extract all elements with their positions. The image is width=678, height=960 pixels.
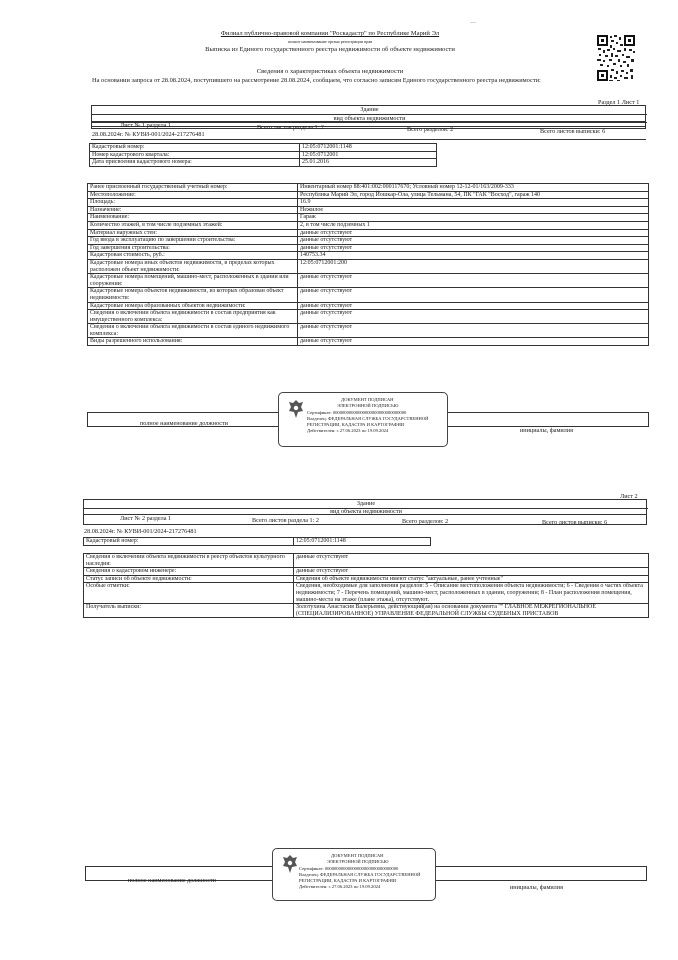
table-row bbox=[84, 554, 649, 568]
section-title: Сведения о характеристиках объекта недвижимости bbox=[256, 68, 404, 75]
table-row bbox=[88, 214, 649, 222]
org-name: Филиал публично-правовой компании "Роскадастр" по Республике Марий Эл bbox=[220, 30, 440, 37]
table-row bbox=[88, 221, 649, 229]
doc-title: Выписка из Единого государственного реестра недвижимости об объекте недвижимости bbox=[205, 46, 455, 53]
sheet2-mark: Лист 2 bbox=[620, 493, 638, 500]
field-value: данные отсутствуют bbox=[298, 244, 649, 252]
field-label: Виды разрешенного использования: bbox=[88, 338, 298, 346]
table-row bbox=[90, 144, 437, 152]
field-label: Площадь: bbox=[88, 199, 298, 207]
stamp-subtitle-2: ЭЛЕКТРОННОЙ ПОДПИСЬЮ bbox=[327, 859, 389, 864]
field-label: Назначение: bbox=[88, 206, 298, 214]
field-value: данные отсутствуют bbox=[298, 302, 649, 310]
position-label: полное наименование должности bbox=[140, 420, 228, 427]
sheet2-pages-total: Всего листов раздела 1: 2 bbox=[252, 517, 319, 524]
sections-total: Всего разделов: 2 bbox=[407, 126, 454, 133]
cadastral-table-2 bbox=[83, 537, 431, 546]
field-value: 16.9 bbox=[298, 199, 649, 207]
stamp-validity-2: Действителен: с 27.06.2023 по 19.09.2024 bbox=[299, 884, 381, 889]
table-row bbox=[88, 338, 649, 346]
table-row bbox=[88, 259, 649, 273]
field-label: Количество этажей, в том числе подземных этажей: bbox=[88, 221, 298, 229]
stamp-validity: Действителен: с 27.06.2023 по 19.09.2024 bbox=[307, 428, 389, 433]
field-value: 12:05:0712001:1148 bbox=[300, 144, 437, 152]
table-row bbox=[88, 324, 649, 338]
field-value: Нежилое bbox=[298, 206, 649, 214]
field-label: Особые отметки: bbox=[84, 583, 294, 604]
cadastral-table bbox=[89, 143, 437, 167]
name-label: инициалы, фамилия bbox=[520, 427, 573, 434]
stamp-subtitle: ЭЛЕКТРОННОЙ ПОДПИСЬЮ bbox=[337, 403, 399, 408]
field-value: 2, в том числе подземных 1 bbox=[298, 221, 649, 229]
field-value: Республика Марий Эл, город Йошкар-Ола, улица Тельмана, 54, ПК "ГАК "Восход", гараж 140 bbox=[298, 191, 649, 199]
field-value: данные отсутствуют bbox=[298, 274, 649, 288]
field-label: Местоположение: bbox=[88, 191, 298, 199]
field-value: Гараж bbox=[298, 214, 649, 222]
e-signature-stamp-2 bbox=[272, 848, 436, 901]
field-label: Кадастровый номер: bbox=[90, 144, 300, 152]
sheet2-sections-total: Всего разделов: 2 bbox=[402, 518, 449, 525]
field-value: 12:05:0712001 bbox=[300, 151, 437, 159]
field-value: Золотухина Анастасия Валерьевна, действующий(ая) на основании документа "" ГЛАВНОЕ МЕЖРЕГИОНАЛЬНОЕ (СПЕЦИАЛИЗИРОВАННОЕ) УПРАВЛЕНИЕ ФЕДЕРАЛЬНОЙ СЛУЖБЫ СУДЕБНЫХ ПРИСТАВОВ bbox=[294, 604, 649, 618]
divider bbox=[91, 139, 646, 140]
table-row bbox=[84, 604, 649, 618]
table-row bbox=[84, 575, 649, 583]
table-row bbox=[88, 252, 649, 260]
stamp-owner-2: Владелец: ФЕДЕРАЛЬНАЯ СЛУЖБА ГОСУДАРСТВЕННОЙ bbox=[299, 872, 421, 877]
field-value: Сведения, необходимые для заполнения разделов: 5 - Описание местоположения объекта недвижимости; 6 - Сведения о частях объекта недвижимости; 7 - Перечень помещений, машино-мест, расположенных в здании, сооружении; 8 - План расположения помещения, машино-места на этаже (плане этажа), отсутствуют. bbox=[294, 583, 649, 604]
field-value: данные отсутствуют bbox=[294, 554, 649, 568]
org-sub: полное наименование органа регистрации прав bbox=[287, 39, 373, 44]
field-label: Год завершения строительства: bbox=[88, 244, 298, 252]
field-label: Сведения о включении объекта недвижимости в состав предприятия как имущественного комплекса: bbox=[88, 310, 298, 324]
stamp-owner-2: РЕГИСТРАЦИИ, КАДАСТРА И КАРТОГРАФИИ bbox=[307, 422, 405, 427]
stamp-title: ДОКУМЕНТ ПОДПИСАН bbox=[341, 397, 394, 402]
field-label: Сведения о включении объекта недвижимости в реестр объектов культурного наследия: bbox=[84, 554, 294, 568]
stamp-owner: Владелец: ФЕДЕРАЛЬНАЯ СЛУЖБА ГОСУДАРСТВЕННОЙ bbox=[307, 416, 429, 421]
table-row bbox=[84, 538, 431, 546]
field-label: Дата присвоения кадастрового номера: bbox=[90, 159, 300, 167]
field-label: Кадастровая стоимость, руб.: bbox=[88, 252, 298, 260]
characteristics-table bbox=[87, 183, 649, 346]
field-value: 12:05:0712001:1148 bbox=[294, 538, 431, 546]
field-label: Кадастровые номера иных объектов недвижимости, в пределах которых расположен объект недвижимости: bbox=[88, 259, 298, 273]
sheets-total: Всего листов выписки: 6 bbox=[540, 128, 606, 135]
extract-number: 28.08.2024г. № КУВИ-001/2024-217276481 bbox=[92, 131, 205, 138]
field-value: 12:05:0712001:200 bbox=[298, 259, 649, 273]
intro-text: На основании запроса от 28.08.2024, поступившего на рассмотрение 28.08.2024, сообщаем, что согласно записям Единого государственного реестра недвижимости: bbox=[92, 77, 541, 84]
table-row bbox=[88, 206, 649, 214]
field-value: Инвентарный номер 88:401:002:000117670; Условный номер 12-12-01/163/2009-333 bbox=[298, 184, 649, 192]
table-row bbox=[88, 288, 649, 302]
object-type-2: Здание bbox=[356, 500, 376, 507]
field-label: Кадастровые номера помещений, машино-мест, расположенных в здании или сооружении: bbox=[88, 274, 298, 288]
field-label: Год ввода в эксплуатацию по завершении строительства: bbox=[88, 237, 298, 245]
table-row bbox=[88, 184, 649, 192]
field-value: данные отсутствуют bbox=[298, 324, 649, 338]
extract-number-2: 28.08.2024г. № КУВИ-001/2024-217276481 bbox=[84, 528, 197, 535]
field-label: Сведения о включении объекта недвижимости в состав единого недвижимого комплекса: bbox=[88, 324, 298, 338]
field-label: Кадастровые номера образованных объектов недвижимости: bbox=[88, 302, 298, 310]
object-type-caption: вид объекта недвижимости bbox=[333, 115, 406, 122]
field-label: Кадастровые номера объектов недвижимости, из которых образован объект недвижимости: bbox=[88, 288, 298, 302]
section-sheet-mark: Раздел 1 Лист 1 bbox=[598, 99, 640, 106]
sheet-number: Лист № 1 раздела 1 bbox=[120, 122, 172, 129]
e-signature-stamp bbox=[278, 392, 448, 447]
object-type-caption-2: вид объекта недвижимости bbox=[330, 508, 402, 515]
field-label: Наименование: bbox=[88, 214, 298, 222]
section-pages-total: Всего листов раздела 1: 2 bbox=[257, 124, 324, 131]
stamp-title-2: ДОКУМЕНТ ПОДПИСАН bbox=[331, 853, 384, 858]
field-value: 25.01.2016 bbox=[300, 159, 437, 167]
table-row bbox=[88, 229, 649, 237]
table-row bbox=[88, 310, 649, 324]
field-value: 140753.34 bbox=[298, 252, 649, 260]
field-value: данные отсутствуют bbox=[298, 229, 649, 237]
stamp-certificate-2: Сертификат: 00000000000000000000000000000000 bbox=[299, 866, 399, 871]
field-value: данные отсутствуют bbox=[294, 568, 649, 576]
object-header-box-2 bbox=[83, 499, 647, 515]
field-value: данные отсутствуют bbox=[298, 237, 649, 245]
sheet2-number: Лист № 2 раздела 1 bbox=[120, 515, 172, 522]
table-row bbox=[90, 159, 437, 167]
sheet2-sheets-total: Всего листов выписки: 6 bbox=[542, 519, 608, 526]
table-row bbox=[90, 151, 437, 159]
records-table bbox=[83, 553, 649, 618]
table-row bbox=[88, 274, 649, 288]
field-label: Материал наружных стен: bbox=[88, 229, 298, 237]
emblem-icon bbox=[287, 399, 305, 419]
name-label-2: инициалы, фамилия bbox=[510, 884, 563, 891]
position-label-2: полное наименование должности bbox=[128, 877, 216, 884]
emblem-icon bbox=[281, 854, 299, 874]
object-type: Здание bbox=[360, 106, 379, 113]
table-row bbox=[88, 302, 649, 310]
field-value: данные отсутствуют bbox=[298, 310, 649, 324]
table-row bbox=[84, 568, 649, 576]
corner-mark: — bbox=[470, 19, 477, 26]
field-label: Ранее присвоенный государственный учетный номер: bbox=[88, 184, 298, 192]
field-value: данные отсутствуют bbox=[298, 338, 649, 346]
table-row bbox=[88, 244, 649, 252]
qr-code-icon bbox=[596, 34, 636, 82]
field-label: Получатель выписки: bbox=[84, 604, 294, 618]
field-label: Кадастровый номер: bbox=[84, 538, 294, 546]
table-row bbox=[88, 199, 649, 207]
table-row bbox=[88, 237, 649, 245]
stamp-certificate: Сертификат: 00000000000000000000000000000000 bbox=[307, 410, 407, 415]
table-row bbox=[88, 191, 649, 199]
field-value: Сведения об объекте недвижимости имеют статус "актуальные, ранее учтенные" bbox=[294, 575, 649, 583]
field-label: Сведения о кадастровом инженере: bbox=[84, 568, 294, 576]
stamp-owner-line2-2: РЕГИСТРАЦИИ, КАДАСТРА И КАРТОГРАФИИ bbox=[299, 878, 397, 883]
field-label: Статус записи об объекте недвижимости: bbox=[84, 575, 294, 583]
sheet2-info-row bbox=[83, 515, 647, 525]
field-value: данные отсутствуют bbox=[298, 288, 649, 302]
table-row bbox=[84, 583, 649, 604]
field-label: Номер кадастрового квартала: bbox=[90, 151, 300, 159]
